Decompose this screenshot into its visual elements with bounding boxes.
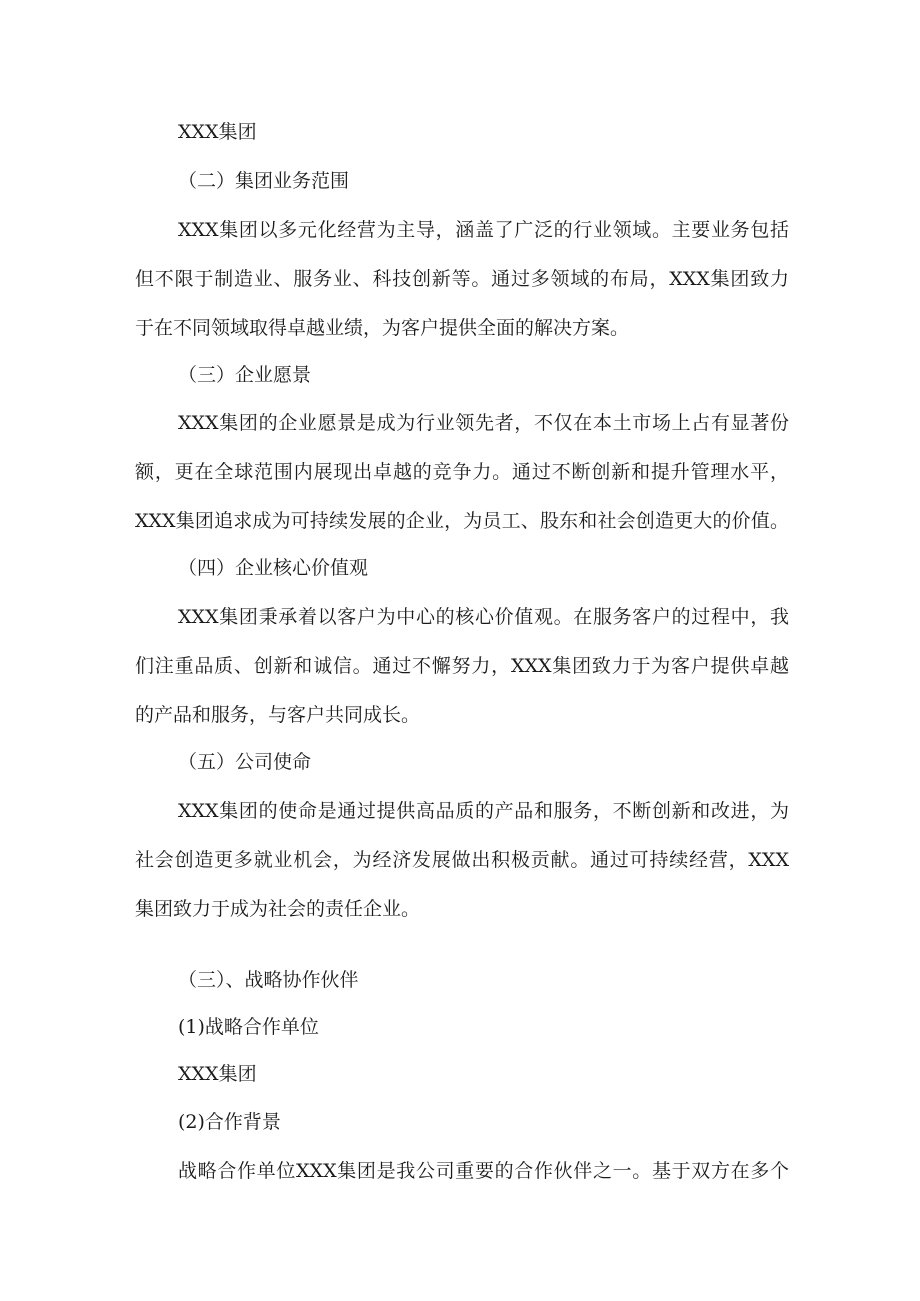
paragraph-cooperation-background-line: 战略合作单位XXX集团是我公司重要的合作伙伴之一。基于双方在多个 — [178, 1160, 789, 1182]
partner-name-line: XXX集团 — [178, 1063, 257, 1085]
paragraph-business-scope-line: 但不限于制造业、服务业、科技创新等。通过多领域的布局，XXX集团致力 — [135, 268, 789, 290]
paragraph-mission-line: 集团致力于成为社会的责任企业。 — [135, 898, 421, 920]
section-heading-strategic-partners: （三）、战略协作伙伴 — [178, 969, 359, 991]
paragraph-core-values-line: 的产品和服务，与客户共同成长。 — [135, 704, 421, 726]
paragraph-vision-line: XXX集团的企业愿景是成为行业领先者，不仅在本土市场上占有显著份 — [178, 412, 789, 434]
paragraph-business-scope-line: XXX集团以多元化经营为主导，涵盖了广泛的行业领域。主要业务包括 — [178, 219, 789, 241]
paragraph-core-values-line: 们注重品质、创新和诚信。通过不懈努力，XXX集团致力于为客户提供卓越 — [135, 655, 789, 677]
group-name-line: XXX集团 — [178, 121, 257, 143]
section-heading-vision: （三）企业愿景 — [178, 364, 312, 386]
paragraph-mission-line: XXX集团的使命是通过提供高品质的产品和服务，不断创新和改进，为 — [178, 800, 789, 822]
paragraph-vision-line: XXX集团追求成为可持续发展的企业，为员工、股东和社会创造更大的价值。 — [135, 510, 789, 532]
paragraph-business-scope-line: 于在不同领域取得卓越业绩，为客户提供全面的解决方案。 — [135, 317, 630, 339]
subheading-strategic-unit: (1)战略合作单位 — [178, 1016, 319, 1038]
section-heading-mission: （五）公司使命 — [178, 751, 312, 773]
paragraph-core-values-line: XXX集团秉承着以客户为中心的核心价值观。在服务客户的过程中，我 — [178, 606, 789, 628]
paragraph-mission-line: 社会创造更多就业机会，为经济发展做出积极贡献。通过可持续经营，XXX — [135, 849, 789, 871]
section-heading-core-values: （四）企业核心价值观 — [178, 557, 369, 579]
paragraph-vision-line: 额，更在全球范围内展现出卓越的竞争力。通过不断创新和提升管理水平， — [135, 461, 789, 483]
subheading-cooperation-background: (2)合作背景 — [178, 1111, 281, 1133]
section-heading-business-scope: （二）集团业务范围 — [178, 170, 350, 192]
